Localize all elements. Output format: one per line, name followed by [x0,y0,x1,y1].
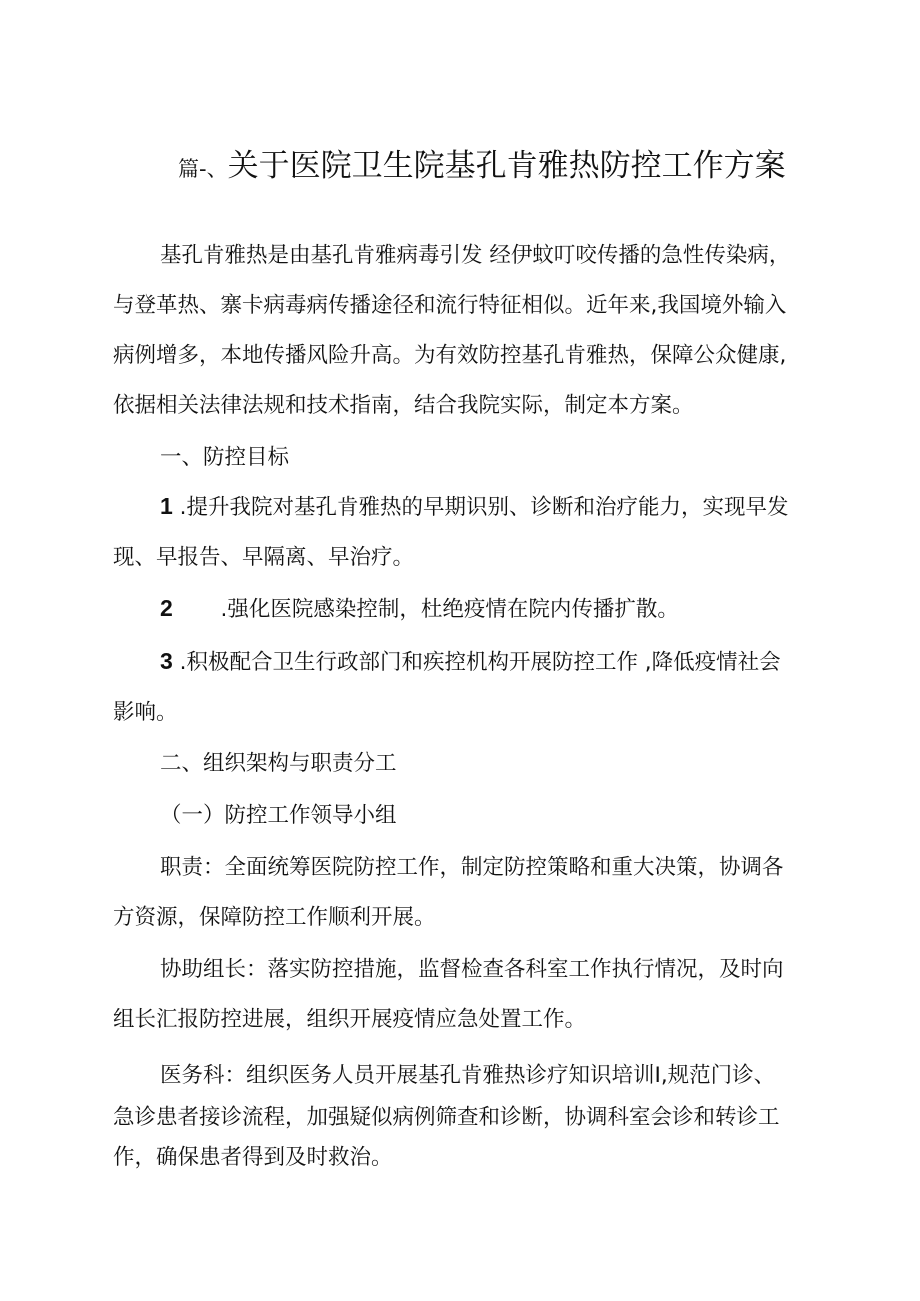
title-prefix: 篇-、 [178,157,228,181]
section-2-heading: 二、组织架构与职责分工 [160,751,397,776]
intro-line-2: 与登革热、寨卡病毒病传播途径和流行特征相似。近年来,我国境外输入 [113,293,787,318]
medical-line-3: 作，确保患者得到及时救治。 [113,1145,393,1170]
goal-item-3-continued: 影响。 [113,700,178,725]
goal-item-1-continued: 现、早报告、早隔离、早治疗。 [113,545,415,570]
intro-line-3: 病例增多，本地传播风险升高。为有效防控基孔肯雅热，保障公众健康, [113,343,787,368]
goal-item-1-text: .提升我院对基孔肯雅热的早期识别、诊断和治疗能力，实现早发 [179,495,789,520]
goal-item-3 [160,645,781,676]
goal-item-3-text: .积极配合卫生行政部门和疾控机构开展防控工作 ,降低疫情社会 [179,650,781,675]
goal-item-2-number: 2 [160,595,173,621]
medical-line-1: 医务科：组织医务人员开展基孔肯雅热诊疗知识培训I,规范门诊、 [160,1063,776,1088]
goal-item-1 [160,490,788,521]
goal-item-2-text: .强化医院感染控制，杜绝疫情在院内传播扩散。 [220,597,679,622]
goal-item-1-number: 1 [160,493,173,519]
title-text: 关于医院卫生院基孔肯雅热防控工作方案 [227,148,786,184]
document-title [178,140,786,185]
intro-line-1: 基孔肯雅热是由基孔肯雅病毒引发 经伊蚊叮咬传播的急性传染病， [160,243,791,268]
section-1-heading: 一、防控目标 [160,445,290,470]
intro-line-4: 依据相关法律法规和技术指南，结合我院实际，制定本方案。 [113,393,694,418]
goal-item-3-number: 3 [160,648,173,674]
goal-item-2 [160,592,679,623]
duty-line-2: 方资源，保障防控工作顺利开展。 [113,905,436,930]
duty-line-1: 职责：全面统筹医院防控工作，制定防控策略和重大决策，协调各 [160,855,784,880]
medical-line-2: 急诊患者接诊流程，加强疑似病例筛查和诊断，协调科室会诊和转诊工 [113,1105,780,1130]
assist-line-1: 协助组长：落实防控措施，监督检查各科室工作执行情况，及时向 [160,957,784,982]
assist-line-2: 组长汇报防控进展，组织开展疫情应急处置工作。 [113,1007,587,1032]
section-2-subheading: （一）防控工作领导小组 [160,803,397,828]
